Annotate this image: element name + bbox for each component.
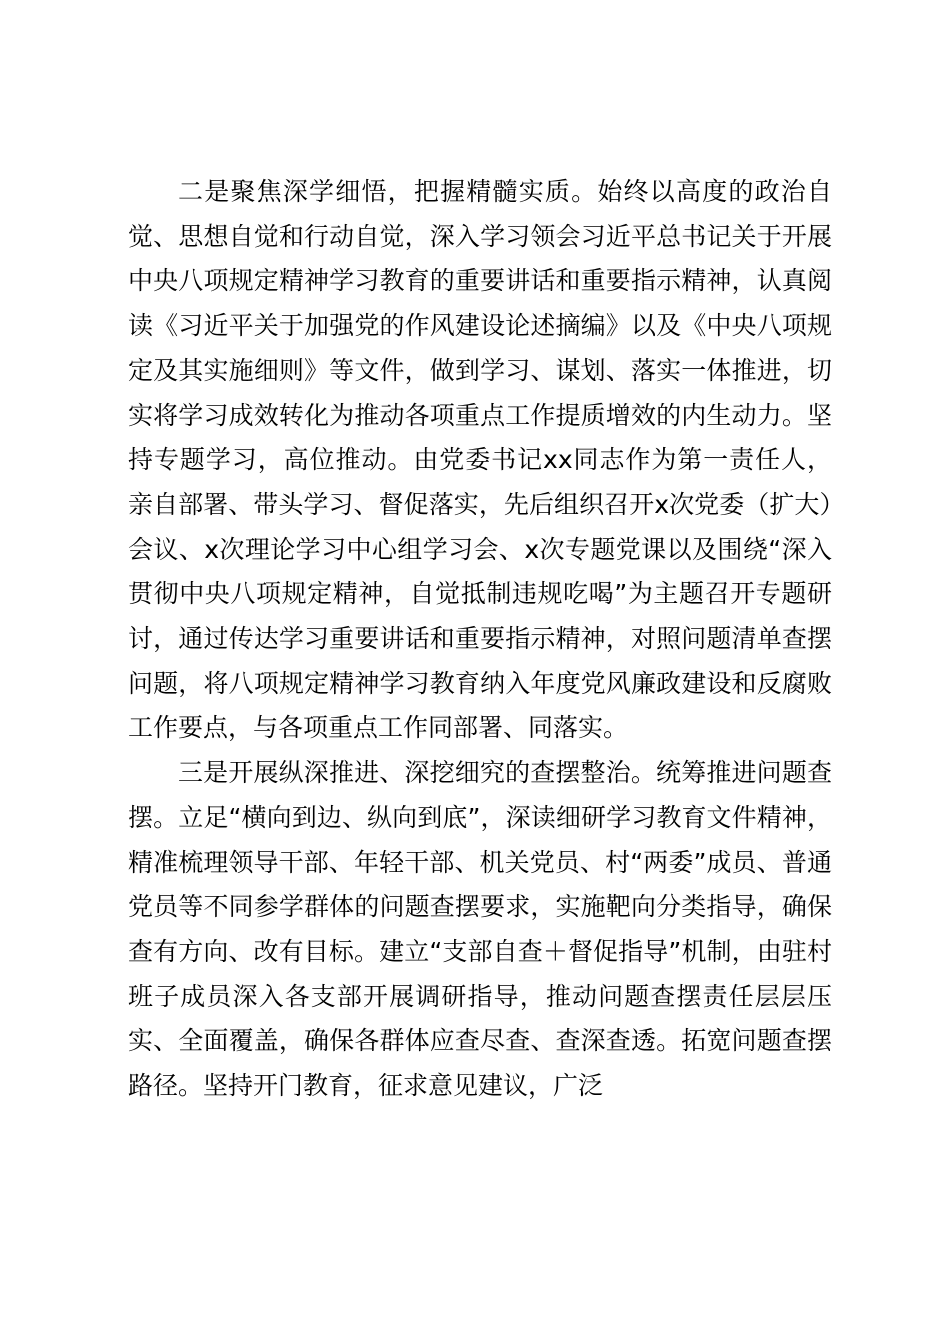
document-body: [128, 170, 832, 1109]
paragraph-2: 二是聚焦深学细悟，把握精髓实质。始终以高度的政治自觉、思想自觉和行动自觉，深入学习领会习近平总书记关于开展中央八项规定精神学习教育的重要讲话和重要指示精神，认真阅读《习近平关于加强党的作风建设论述摘编》以及《中央八项规定及其实施细则》等文件，做到学习、谋划、落实一体推进，切实将学习成效转化为推动各项重点工作提质增效的内生动力。坚持专题学习，高位推动。由党委书记xx同志作为第一责任人，亲自部署、带头学习、督促落实，先后组织召开x次党委（扩大）会议、x次理论学习中心组学习会、x次专题党课以及围绕“深入贯彻中央八项规定精神，自觉抵制违规吃喝”为主题召开专题研讨，通过传达学习重要讲话和重要指示精神，对照问题清单查摆问题，将八项规定精神学习教育纳入年度党风廉政建设和反腐败工作要点，与各项重点工作同部署、同落实。: [128, 177, 832, 743]
paragraph-3: 三是开展纵深推进、深挖细究的查摆整治。统筹推进问题查摆。立足“横向到边、纵向到底”，深读细研学习教育文件精神，精准梳理领导干部、年轻干部、机关党员、村“两委”成员、普通党员等不同参学群体的问题查摆要求，实施靶向分类指导，确保查有方向、改有目标。建立“支部自查＋督促指导”机制，由驻村班子成员深入各支部开展调研指导，推动问题查摆责任层层压实、全面覆盖，确保各群体应查尽查、查深查透。拓宽问题查摆路径。坚持开门教育，征求意见建议，广泛: [128, 758, 832, 1101]
